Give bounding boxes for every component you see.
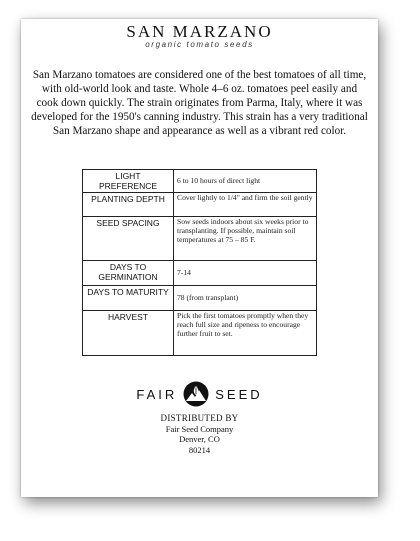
row-value: Sow seeds indoors about six weeks prior to transplanting. If possible, maintain soil temperatures at 75 – 85 F. — [174, 217, 317, 261]
logo-word-left: FAIR — [136, 386, 178, 402]
distributor-city: Denver, CO — [179, 434, 220, 444]
row-label: SEED SPACING — [83, 217, 174, 261]
row-value: 6 to 10 hours of direct light — [174, 170, 317, 193]
row-value: 78 (from transplant) — [174, 286, 317, 311]
growing-info-table — [82, 169, 317, 356]
product-title: SAN MARZANO — [126, 22, 273, 41]
table-row — [83, 286, 317, 311]
table-row — [83, 311, 317, 356]
distributor-block — [21, 413, 378, 455]
seed-packet — [21, 19, 378, 497]
product-description: San Marzano tomatoes are considered one of the best tomatoes of all time, with old-world look and taste. Whole 4–6 oz. tomatoes peel easily and cook down quickly. The strain originates from Parma, Italy, where it was developed for the 1950's canning industry. This strain has a very traditional San Marzano shape and appearance as well as a vibrant red color. — [31, 69, 368, 137]
row-label: PLANTING DEPTH — [83, 193, 174, 217]
table-row — [83, 193, 317, 217]
row-value: Cover lightly to 1/4" and firm the soil gently — [174, 193, 317, 217]
distributor-company: Fair Seed Company — [165, 423, 234, 434]
row-label: HARVEST — [83, 311, 174, 356]
fair-seed-logo-icon — [183, 381, 209, 407]
table-row — [83, 261, 317, 286]
product-subtitle: organic tomato seeds — [145, 40, 254, 49]
brand-logo — [21, 379, 378, 409]
row-label: DAYS TO GERMINATION — [83, 261, 174, 286]
row-value: Pick the first tomatoes promptly when they reach full size and ripeness to encourage further fruit to set. — [174, 311, 317, 356]
row-label: DAYS TO MATURITY — [83, 286, 174, 311]
row-label: LIGHT PREFERENCE — [83, 170, 174, 193]
table-row — [83, 170, 317, 193]
table-row — [83, 217, 317, 261]
distributor-heading: DISTRIBUTED BY — [160, 413, 239, 423]
logo-word-right: SEED — [215, 386, 263, 402]
distributor-zip: 80214 — [188, 444, 211, 455]
row-value: 7-14 — [174, 261, 317, 286]
